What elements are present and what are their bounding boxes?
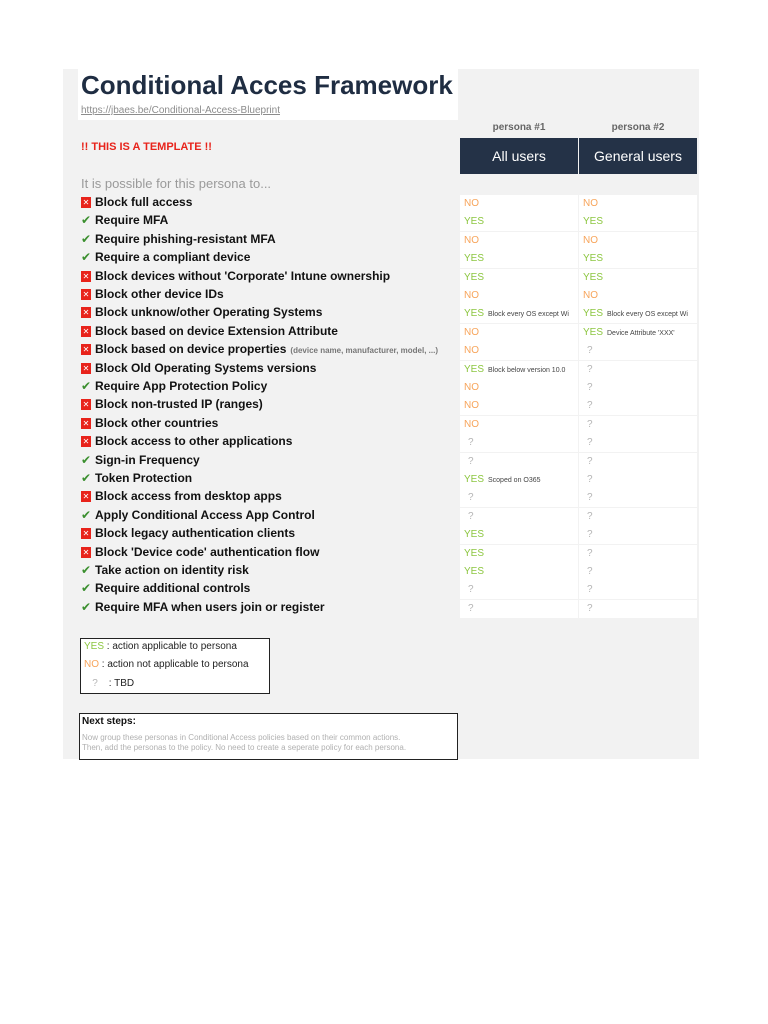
- block-icon: ✕: [82, 437, 90, 446]
- cell-value: NO: [464, 400, 479, 411]
- action-label: Block 'Device code' authentication flow: [95, 545, 320, 559]
- action-label: Require MFA when users join or register: [95, 600, 325, 614]
- cell-value: ?: [587, 364, 593, 375]
- cell-value: YES: [464, 364, 485, 375]
- persona-1-cell[interactable]: [460, 213, 578, 231]
- cell-value: YES: [464, 216, 485, 227]
- cell-value: NO: [464, 382, 479, 393]
- table-row: [81, 269, 461, 287]
- persona-2-cell[interactable]: [579, 232, 697, 250]
- block-icon: ✕: [82, 364, 90, 373]
- persona-1-cell[interactable]: [460, 600, 578, 618]
- cell-value: NO: [464, 290, 479, 301]
- persona-1-cell[interactable]: [460, 489, 578, 507]
- cell-value: ?: [587, 566, 593, 577]
- cell-value: ?: [587, 511, 593, 522]
- action-label: Require App Protection Policy: [95, 379, 268, 393]
- cell-value: ?: [587, 474, 593, 485]
- cell-note: Block below version 10.0: [488, 367, 566, 374]
- persona-2-cell[interactable]: [579, 471, 697, 489]
- persona-1-cell[interactable]: [460, 545, 578, 563]
- next-steps-text: [82, 733, 406, 753]
- action-label: Block access from desktop apps: [95, 489, 282, 503]
- table-row: [81, 361, 461, 379]
- persona-2-cell[interactable]: [579, 287, 697, 305]
- action-label: Block devices without 'Corporate' Intune ownership: [95, 269, 391, 283]
- persona-2-cell[interactable]: [579, 213, 697, 231]
- persona-2-cell[interactable]: [579, 305, 697, 323]
- persona-1-cell[interactable]: [460, 508, 578, 526]
- cell-value: YES: [464, 548, 485, 559]
- persona-2-cell[interactable]: [579, 397, 697, 415]
- cell-value: YES: [464, 474, 485, 485]
- check-icon: ✔: [81, 250, 92, 264]
- block-icon: ✕: [82, 290, 90, 299]
- blueprint-link[interactable]: https://jbaes.be/Conditional-Access-Blueprint: [81, 105, 280, 116]
- next-steps-line-1: Now group these personas in Conditional Access policies based on their common actions.: [82, 733, 401, 742]
- check-icon: ✔: [81, 471, 92, 485]
- cell-value: ?: [587, 437, 593, 448]
- intro-text: It is possible for this persona to...: [81, 176, 272, 191]
- cell-value: YES: [583, 253, 604, 264]
- action-label: Require MFA: [95, 213, 169, 227]
- check-icon: ✔: [81, 379, 92, 393]
- table-row: [81, 508, 461, 526]
- table-row: [81, 434, 461, 452]
- action-label: Block other countries: [95, 416, 219, 430]
- table-row: [81, 232, 461, 250]
- cell-value: NO: [583, 235, 598, 246]
- persona-2-cell[interactable]: [579, 195, 697, 213]
- cell-value: YES: [464, 272, 485, 283]
- persona-2-cell[interactable]: [579, 526, 697, 544]
- block-icon: ✕: [82, 308, 90, 317]
- persona-1-cell[interactable]: [460, 287, 578, 305]
- persona-2-label: persona #2: [611, 122, 665, 133]
- cell-value: YES: [464, 529, 485, 540]
- persona-1-cell[interactable]: [460, 416, 578, 434]
- cell-value: ?: [587, 345, 593, 356]
- persona-1-cell[interactable]: [460, 434, 578, 452]
- persona-2-cell[interactable]: [579, 324, 697, 342]
- action-label: Block Old Operating Systems versions: [95, 361, 317, 375]
- cell-value: ?: [587, 584, 593, 595]
- persona-1-cell[interactable]: [460, 232, 578, 250]
- cell-value: ?: [468, 603, 474, 614]
- action-label: Block access to other applications: [95, 434, 293, 448]
- persona-2-cell[interactable]: [579, 600, 697, 618]
- persona-2-cell[interactable]: [579, 489, 697, 507]
- block-icon: ✕: [82, 400, 90, 409]
- persona-1-cell[interactable]: [460, 195, 578, 213]
- cell-value: ?: [468, 437, 474, 448]
- block-icon: ✕: [82, 548, 90, 557]
- table-row: [81, 526, 461, 544]
- action-label: Require phishing-resistant MFA: [95, 232, 276, 246]
- cell-value: NO: [464, 327, 479, 338]
- cell-value: ?: [587, 400, 593, 411]
- persona-1-cell[interactable]: [460, 453, 578, 471]
- action-label: Sign-in Frequency: [95, 453, 200, 467]
- table-row: [81, 324, 461, 342]
- action-label: Take action on identity risk: [95, 563, 249, 577]
- block-icon: ✕: [82, 272, 90, 281]
- cell-value: YES: [583, 308, 604, 319]
- cell-value: NO: [464, 235, 479, 246]
- cell-value: NO: [464, 198, 479, 209]
- cell-value: YES: [583, 216, 604, 227]
- cell-value: ?: [468, 584, 474, 595]
- page-title: Conditional Acces Framework: [81, 70, 453, 100]
- persona-1-cell[interactable]: [460, 269, 578, 287]
- cell-value: NO: [583, 198, 598, 209]
- legend-text-no: : action not applicable to persona: [101, 659, 249, 670]
- persona-2-cell[interactable]: [579, 250, 697, 268]
- persona-2-cell[interactable]: [579, 342, 697, 360]
- action-label: Apply Conditional Access App Control: [95, 508, 315, 522]
- action-label: Require a compliant device: [95, 250, 251, 264]
- cell-value: YES: [583, 272, 604, 283]
- table-row: [81, 453, 461, 471]
- persona-2-cell[interactable]: [579, 581, 697, 599]
- legend-text-yes: : action applicable to persona: [106, 641, 237, 652]
- persona-2-cell[interactable]: [579, 545, 697, 563]
- persona-2-cell[interactable]: [579, 508, 697, 526]
- legend-key-tbd: ?: [92, 678, 98, 689]
- block-icon: ✕: [82, 198, 90, 207]
- persona-2-cell[interactable]: [579, 269, 697, 287]
- cell-value: ?: [468, 492, 474, 503]
- action-sublabel: (device name, manufacturer, model, ...): [290, 346, 439, 355]
- cell-value: YES: [464, 308, 485, 319]
- persona-1-cell[interactable]: [460, 305, 578, 323]
- persona-2-header: General users: [579, 138, 697, 174]
- persona-1-cell[interactable]: [460, 526, 578, 544]
- cell-value: ?: [587, 603, 593, 614]
- cell-note: Device Attribute 'XXX': [607, 330, 675, 337]
- legend-item-tbd: [84, 678, 134, 689]
- cell-value: ?: [587, 456, 593, 467]
- persona-1-cell[interactable]: [460, 250, 578, 268]
- check-icon: ✔: [81, 600, 92, 614]
- table-row: [81, 379, 461, 397]
- check-icon: ✔: [81, 508, 92, 522]
- persona-1-cell[interactable]: [460, 581, 578, 599]
- cell-value: YES: [464, 253, 485, 264]
- table-row: [81, 397, 461, 415]
- table-row: [81, 305, 461, 323]
- persona-1-cell[interactable]: [460, 342, 578, 360]
- persona-2-cell[interactable]: [579, 416, 697, 434]
- cell-value: NO: [583, 290, 598, 301]
- action-label: Block unknow/other Operating Systems: [95, 305, 323, 319]
- persona-2-cell[interactable]: [579, 563, 697, 581]
- check-icon: ✔: [81, 232, 92, 246]
- persona-1-cell[interactable]: [460, 361, 578, 379]
- persona-1-label: persona #1: [492, 122, 546, 133]
- cell-value: ?: [468, 456, 474, 467]
- cell-value: NO: [464, 345, 479, 356]
- table-row: [81, 287, 461, 305]
- table-row: [81, 250, 461, 268]
- table-row: [81, 195, 461, 213]
- cell-value: NO: [464, 419, 479, 430]
- persona-1-header: All users: [460, 138, 578, 174]
- table-row: [81, 213, 461, 231]
- cell-value: ?: [587, 419, 593, 430]
- next-steps-box: [79, 713, 458, 760]
- block-icon: ✕: [82, 529, 90, 538]
- table-row: [81, 471, 461, 489]
- legend: [80, 638, 270, 694]
- table-row: [81, 416, 461, 434]
- cell-value: YES: [464, 566, 485, 577]
- cell-note: Scoped on O365: [488, 477, 541, 484]
- cell-value: YES: [583, 327, 604, 338]
- table-row: [81, 342, 461, 360]
- template-notice: !! THIS IS A TEMPLATE !!: [81, 141, 212, 153]
- block-icon: ✕: [82, 419, 90, 428]
- cell-value: ?: [587, 529, 593, 540]
- cell-note: Block every OS except Wi: [607, 311, 688, 318]
- next-steps-heading: Next steps:: [82, 716, 136, 727]
- persona-1-cell[interactable]: [460, 563, 578, 581]
- check-icon: ✔: [81, 213, 92, 227]
- table-row: [81, 600, 461, 618]
- cell-value: ?: [587, 382, 593, 393]
- block-icon: ✕: [82, 327, 90, 336]
- table-row: [81, 581, 461, 599]
- legend-item-yes: [84, 641, 237, 652]
- check-icon: ✔: [81, 581, 92, 595]
- block-icon: ✕: [82, 492, 90, 501]
- action-label: Require additional controls: [95, 581, 251, 595]
- table-row: [81, 545, 461, 563]
- cell-value: ?: [587, 492, 593, 503]
- legend-text-tbd: : TBD: [108, 678, 135, 689]
- action-label: Token Protection: [95, 471, 193, 485]
- cell-value: ?: [587, 548, 593, 559]
- action-label: Block based on device properties: [95, 342, 287, 356]
- action-label: Block based on device Extension Attribute: [95, 324, 338, 338]
- persona-1-cell[interactable]: [460, 397, 578, 415]
- persona-2-cell[interactable]: [579, 434, 697, 452]
- legend-key-no: NO: [84, 659, 99, 670]
- persona-2-cell[interactable]: [579, 379, 697, 397]
- table-row: [81, 489, 461, 507]
- persona-2-cell[interactable]: [579, 453, 697, 471]
- cell-value: ?: [468, 511, 474, 522]
- block-icon: ✕: [82, 345, 90, 354]
- next-steps-line-2: Then, add the personas to the policy. No need to create a seperate policy for each persona.: [82, 743, 407, 752]
- action-label: Block legacy authentication clients: [95, 526, 296, 540]
- action-label: Block full access: [95, 195, 193, 209]
- persona-1-cell[interactable]: [460, 379, 578, 397]
- legend-item-no: [84, 659, 249, 670]
- persona-1-cell[interactable]: [460, 324, 578, 342]
- persona-2-cell[interactable]: [579, 361, 697, 379]
- persona-1-cell[interactable]: [460, 471, 578, 489]
- table-row: [81, 563, 461, 581]
- action-label: Block other device IDs: [95, 287, 224, 301]
- check-icon: ✔: [81, 453, 92, 467]
- cell-note: Block every OS except Wi: [488, 311, 569, 318]
- action-label: Block non-trusted IP (ranges): [95, 397, 263, 411]
- legend-key-yes: YES: [84, 641, 105, 652]
- check-icon: ✔: [81, 563, 92, 577]
